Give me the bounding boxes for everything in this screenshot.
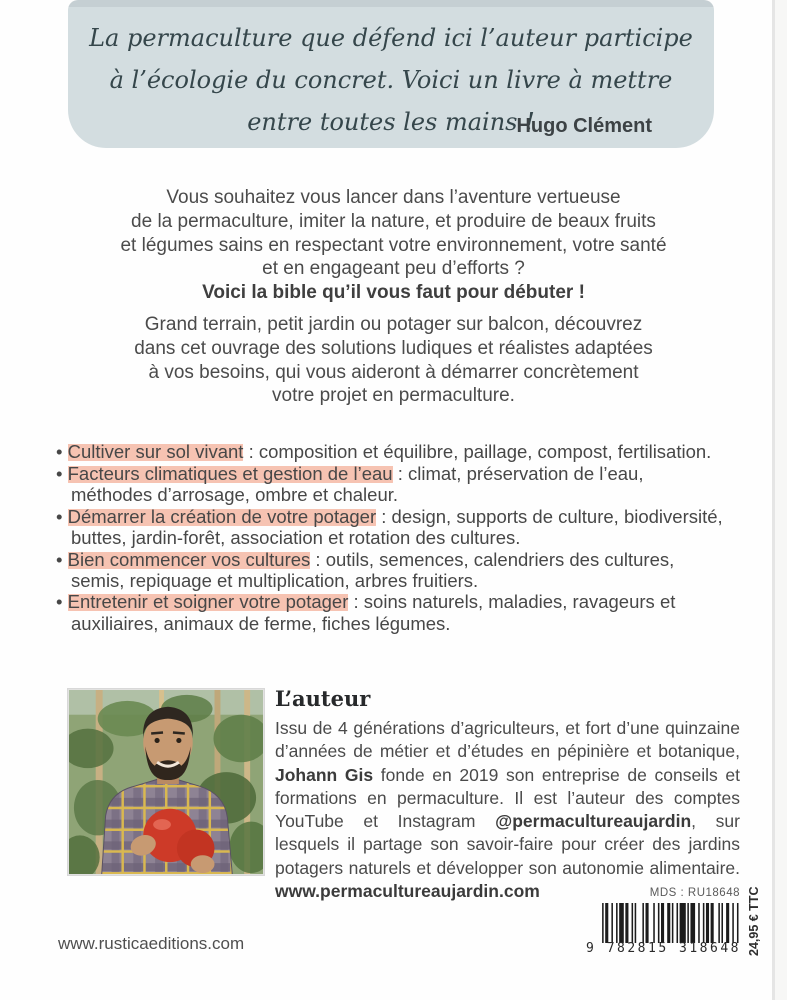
- pitch-line: votre projet en permaculture.: [272, 385, 515, 407]
- author-website-url: www.permacultureaujardin.com: [275, 881, 540, 902]
- contents-item-rest: : design, supports de culture, biodiversité, buttes, jardin-forêt, association et rotation des cultures.: [71, 505, 723, 548]
- contents-item: [56, 463, 728, 505]
- intro-bold-line: Voici la bible qu’il vous faut pour débuter !: [202, 282, 585, 304]
- quote-line: entre toutes les mains !: [247, 108, 535, 136]
- scan-edge-shadow: [772, 0, 775, 1000]
- price-ttc: 24,95 € TTC: [747, 886, 761, 956]
- contents-item-rest: : composition et équilibre, paillage, compost, fertilisation.: [243, 441, 712, 462]
- intro-line: et en engageant peu d’efforts ?: [262, 258, 525, 280]
- contents-item-lead: Démarrer la création de votre potager: [67, 505, 377, 527]
- scan-page-edge: [775, 0, 787, 1000]
- barcode-digit-first: 9: [586, 941, 597, 956]
- author-section: [275, 686, 740, 903]
- intro-line: et légumes sains en respectant votre environnement, votre santé: [120, 234, 667, 256]
- pitch-paragraph: [0, 313, 787, 408]
- barcode: [599, 903, 740, 943]
- contents-item-rest: : climat, préservation de l’eau, méthodes d’arrosage, ombre et chaleur.: [71, 462, 644, 505]
- author-name: Johann Gis: [275, 764, 374, 785]
- contents-item: [56, 591, 728, 633]
- contents-item-rest: : soins naturels, maladies, ravageurs et auxiliaires, animaux de ferme, fiches légumes.: [71, 591, 676, 634]
- bio-segment: fonde en 2019 son entreprise de conseils et formations en permaculture. Il est l’auteur des comptes YouTube et Instagram: [275, 764, 740, 832]
- bio-segment: , sur lesquels il partage son savoir-faire pour créer des jardins potagers naturels et développer son autonomie alimentaire.: [275, 811, 740, 878]
- pitch-line: dans cet ouvrage des solutions ludiques et réalistes adaptées: [134, 337, 653, 359]
- quote-attribution: Hugo Clément: [516, 115, 652, 137]
- quote-line: à l’écologie du concret. Voici un livre à mettre: [109, 66, 673, 94]
- pitch-line: à vos besoins, qui vous aideront à démarrer concrètement: [148, 361, 639, 383]
- contents-item-lead: Cultiver sur sol vivant: [67, 441, 244, 462]
- pitch-line: Grand terrain, petit jardin ou potager sur balcon, découvrez: [144, 314, 643, 335]
- author-photo-illustration: [68, 689, 264, 875]
- barcode-bars: [599, 903, 740, 943]
- intro-line: Vous souhaitez vous lancer dans l’aventure vertueuse: [166, 187, 621, 208]
- bio-segment: Issu de 4 générations d’agriculteurs, et fort d’une quinzaine d’années de métier et d’études en pépinière et botanique,: [275, 718, 740, 762]
- contents-item-rest: : outils, semences, calendriers des cultures, semis, repiquage et multiplication, arbres fruitiers.: [71, 548, 675, 591]
- contents-list: [56, 441, 728, 634]
- barcode-digits: [586, 941, 741, 956]
- contents-item: [56, 441, 728, 462]
- author-photo: [67, 688, 265, 876]
- quote-line: La permaculture que défend ici l’auteur participe: [89, 24, 693, 52]
- author-bio: [275, 717, 740, 903]
- author-heading: L’auteur: [275, 686, 371, 711]
- contents-item: [56, 506, 728, 548]
- barcode-digit-group: 782815: [606, 941, 669, 956]
- contents-item-lead: Bien commencer vos cultures: [67, 548, 311, 570]
- mds-code: MDS : RU18648: [649, 887, 740, 899]
- intro-paragraph: [0, 186, 787, 305]
- endorsement-quote-box: [68, 0, 714, 148]
- publisher-url: www.rusticaeditions.com: [58, 934, 245, 953]
- barcode-digit-group: 318648: [679, 941, 741, 956]
- intro-line: de la permaculture, imiter la nature, et produire de beaux fruits: [131, 210, 656, 232]
- contents-item: [56, 549, 728, 591]
- social-handle: @permacultureaujardin: [495, 811, 692, 832]
- contents-item-lead: Entretenir et soigner votre potager: [67, 591, 349, 613]
- contents-item-lead: Facteurs climatiques et gestion de l’eau: [67, 462, 393, 484]
